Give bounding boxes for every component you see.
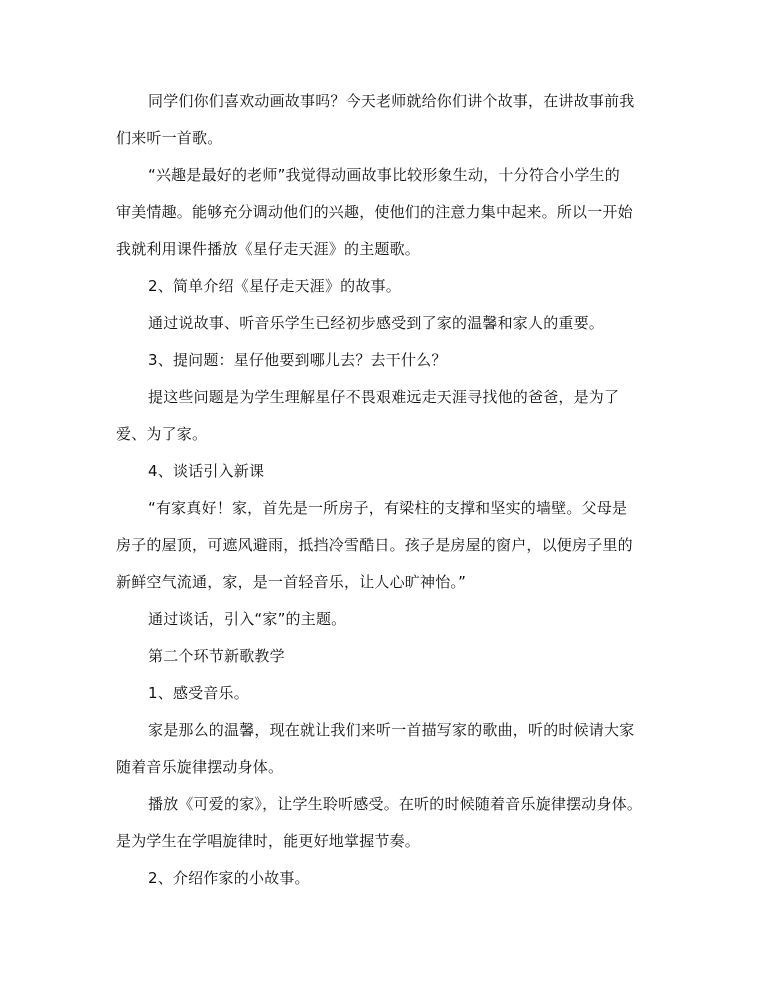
paragraph-line: 3、提问题：星仔他要到哪儿去？去干什么？ xyxy=(148,351,447,369)
paragraph-line: 1、感受音乐。 xyxy=(148,684,249,702)
paragraph-line: 4、谈话引入新课 xyxy=(148,462,265,480)
paragraph-line: 2、介绍作家的小故事。 xyxy=(148,869,310,887)
paragraph-line: 同学们你们喜欢动画故事吗？今天老师就给你们讲个故事，在讲故事前我 xyxy=(148,92,635,110)
paragraph-line: 播放《可爱的家》，让学生聆听感受。在听的时候随着音乐旋律摆动身体。 xyxy=(148,795,643,813)
paragraph-line: 提这些问题是为学生理解星仔不畏艰难远走天涯寻找他的爸爸，是为了 xyxy=(148,388,620,406)
paragraph-line: “有家真好！家，首先是一所房子，有梁柱的支撑和坚实的墙壁。父母是 xyxy=(148,499,628,517)
paragraph-line: 是为学生在学唱旋律时，能更好地掌握节奏。 xyxy=(116,832,421,850)
paragraph-line: 爱、为了家。 xyxy=(116,425,208,443)
paragraph-line: “兴趣是最好的老师”我觉得动画故事比较形象生动，十分符合小学生的 xyxy=(148,166,620,184)
paragraph-line: 新鲜空气流通，家，是一首轻音乐，让人心旷神怡。” xyxy=(116,573,467,591)
paragraph-line: 房子的屋顶，可遮风避雨，抵挡冷雪酷日。孩子是房屋的窗户，以便房子里的 xyxy=(116,536,633,554)
paragraph-line: 我就利用课件播放《星仔走天涯》的主题歌。 xyxy=(116,240,421,258)
paragraph-line: 们来听一首歌。 xyxy=(116,129,223,147)
paragraph-line: 通过说故事、听音乐学生已经初步感受到了家的温馨和家人的重要。 xyxy=(148,314,605,332)
paragraph-line: 审美情趣。能够充分调动他们的兴趣，使他们的注意力集中起来。所以一开始 xyxy=(116,203,633,221)
paragraph-line: 2、简单介绍《星仔走天涯》的故事。 xyxy=(148,277,401,295)
paragraph-line: 家是那么的温馨，现在就让我们来听一首描写家的歌曲，听的时候请大家 xyxy=(148,721,635,739)
paragraph-line: 通过谈话，引入“家”的主题。 xyxy=(148,610,347,628)
paragraph-line: 第二个环节新歌教学 xyxy=(148,647,285,665)
paragraph-line: 随着音乐旋律摆动身体。 xyxy=(116,758,284,776)
